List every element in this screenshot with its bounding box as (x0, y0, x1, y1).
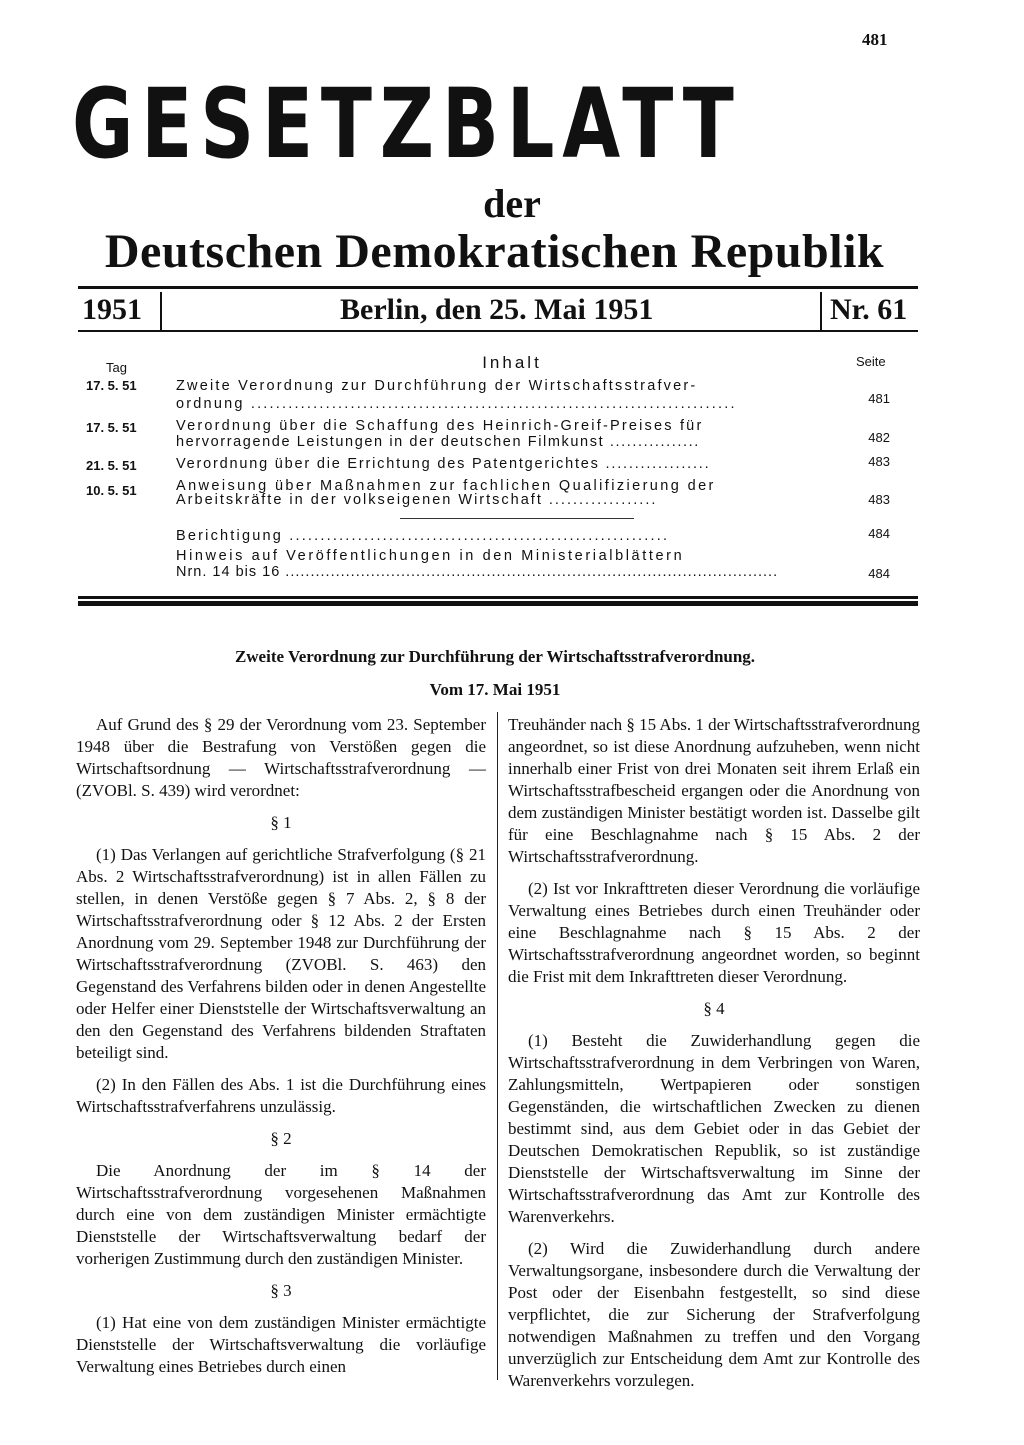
toc-text-line2: hervorragende Leistungen in der deutschen Filmkunst ................ (176, 434, 700, 450)
right-column (508, 714, 920, 1402)
left-column (76, 714, 486, 1388)
toc-text-line1: Hinweis auf Veröffentlichungen in den Ministerialblättern (176, 548, 685, 564)
toc-text-line1: Verordnung über die Schaffung des Heinrich-Greif-Preises für (176, 418, 704, 434)
toc-col-tag: Tag (106, 360, 127, 375)
issue-number: Nr. 61 (830, 293, 908, 326)
paragraph: (2) In den Fällen des Abs. 1 ist die Durchführung eines Wirtschaftsstrafverfahrens unzulässig. (76, 1075, 486, 1116)
toc-separator (400, 518, 634, 519)
toc-text-line2: ordnung .............................................................................. (176, 396, 737, 412)
toc-col-seite: Seite (856, 354, 886, 369)
paragraph: Die Anordnung der im § 14 der Wirtschaftsstrafverordnung vorgesehenen Maßnahmen durch eine von dem zuständigen Minister ermächtigte Dienststelle der Wirtschaftsverwaltung bedarf der vorherigen Zustimmung durch den zuständigen Minister. (76, 1161, 486, 1268)
toc-date: 10. 5. 51 (86, 483, 137, 498)
toc-text-line1: Verordnung über die Errichtung des Patentgerichtes .................. (176, 456, 711, 472)
toc-page: 482 (868, 430, 890, 445)
issue-place-date: Berlin, den 25. Mai 1951 (340, 293, 654, 326)
masthead-der: der (483, 181, 541, 226)
toc-entry (80, 418, 890, 454)
toc-date: 21. 5. 51 (86, 458, 137, 473)
law-date: Vom 17. Mai 1951 (429, 680, 561, 699)
header-top-rule (78, 286, 918, 289)
toc-bottom-rule-1 (78, 596, 918, 599)
toc-page: 484 (868, 526, 890, 541)
header-bottom-rule (78, 330, 918, 332)
paragraph: (1) Das Verlangen auf gerichtliche Strafverfolgung (§ 21 Abs. 2 Wirtschaftsstrafverordnung) ist in allen Fällen zu stellen, in denen Verstöße gegen § 7 Abs. 2, § 8 der Wirtschaftsstrafverordnung oder § 12 Abs. 2 der Ersten Anordnung vom 29. September 1948 zur Durchführung der Wirtschaftsstrafverordnung (ZVOBl. S. 463) den Gegenstand des Verfahrens bilden oder in denen Angestellte oder Helfer einer Dienststelle der Wirtschaftsverwaltung an den den Gegenstand des Verfahrens bildenden Straftaten beteiligt sind. (76, 845, 486, 1062)
page-number: 481 (862, 30, 888, 49)
section-heading: § 4 (703, 999, 725, 1018)
section-heading: § 3 (270, 1281, 292, 1300)
section-heading: § 2 (270, 1129, 292, 1148)
paragraph: (2) Wird die Zuwiderhandlung durch andere Verwaltungsorgane, insbesondere durch die Verwaltung der Post oder der Eisenbahn festgestellt, so sind diese verpflichtet, die zur Sicherung der Strafverfolgung notwendigen Maßnahmen zu treffen und den Vorgang unverzüglich zur Entscheidung dem Amt zur Kontrolle des Warenverkehrs vorzulegen. (508, 1239, 920, 1390)
toc-text-line1: Anweisung über Maßnahmen zur fachlichen Qualifizierung der (176, 478, 716, 494)
section-heading: § 1 (270, 813, 292, 832)
toc-entry (80, 456, 890, 476)
column-divider (497, 712, 498, 1380)
toc-date: 17. 5. 51 (86, 378, 137, 393)
paragraph: (1) Besteht die Zuwiderhandlung gegen die Wirtschaftsstrafverordnung in dem Verbringen von Waren, Zahlungsmitteln, Wertpapieren oder sonstigen Gegenständen, die wirtschaftlichen Zwecken zu dienen bestimmt sind, aus dem Gebiet oder in das Gebiet der Deutschen Demokratischen Republik, so ist zuständige Dienststelle der Wirtschaftsverwaltung im Sinne der Wirtschaftsstrafverordnung das Amt zur Kontrolle des Warenverkehrs. (508, 1031, 920, 1226)
paragraph: (2) Ist vor Inkrafttreten dieser Verordnung die vorläufige Verwaltung eines Betriebes durch einen Treuhänder oder eine Beschlagnahme nach § 15 Abs. 2 der Wirtschaftsstrafverordnung angeordnet worden, so beginnt die Frist mit dem Inkrafttreten dieser Verordnung. (508, 879, 920, 986)
toc-text-line1: Zweite Verordnung zur Durchführung der Wirtschaftsstrafver- (176, 378, 698, 394)
toc-text-line1: Berichtigung ............................................................. (176, 528, 670, 544)
toc-date: 17. 5. 51 (86, 420, 137, 435)
toc-page: 481 (868, 391, 890, 406)
issue-bar (78, 290, 918, 330)
toc-text-line2: Nrn. 14 bis 16 .................................................................................................. (176, 564, 779, 580)
toc-entry (80, 548, 890, 584)
paragraph: Treuhänder nach § 15 Abs. 1 der Wirtschaftsstrafverordnung angeordnet, so ist diese Anordnung aufzuheben, wenn nicht innerhalb einer Frist von drei Monaten seit ihrem Erlaß ein Wirtschaftsstrafbescheid ergangen oder die Anordnung von dem zuständigen Minister bestätigt worden ist. Dasselbe gilt für eine Beschlagnahme nach § 15 Abs. 2 der Wirtschaftsstrafverordnung. (508, 715, 920, 866)
masthead-title: GESETZBLATT (72, 68, 742, 180)
toc-entry (80, 528, 890, 548)
toc-heading: Inhalt (482, 353, 542, 372)
toc-page: 483 (868, 492, 890, 507)
toc-page: 484 (868, 566, 890, 581)
toc-text-line2: Arbeitskräfte in der volkseigenen Wirtschaft .................. (176, 492, 658, 508)
paragraph: (1) Hat eine von dem zuständigen Minister ermächtigte Dienststelle der Wirtschaftsverwaltung die vorläufige Verwaltung eines Betriebes durch einen (76, 1313, 486, 1376)
preamble: Auf Grund des § 29 der Verordnung vom 23. September 1948 über die Bestrafung von Verstößen gegen die Wirtschaftsordnung — Wirtschaftsstrafverordnung — (ZVOBl. S. 439) wird verordnet: (76, 715, 486, 800)
masthead-subtitle: Deutschen Demokratischen Republik (104, 225, 885, 278)
issue-divider-left (160, 292, 162, 330)
law-title: Zweite Verordnung zur Durchführung der Wirtschaftsstrafverordnung. (234, 647, 756, 666)
issue-year: 1951 (82, 293, 142, 326)
toc-entry (80, 378, 890, 414)
toc-bottom-rule-2 (78, 601, 918, 606)
toc-entry (80, 478, 890, 514)
toc-page: 483 (868, 454, 890, 469)
issue-divider-right (820, 292, 822, 330)
